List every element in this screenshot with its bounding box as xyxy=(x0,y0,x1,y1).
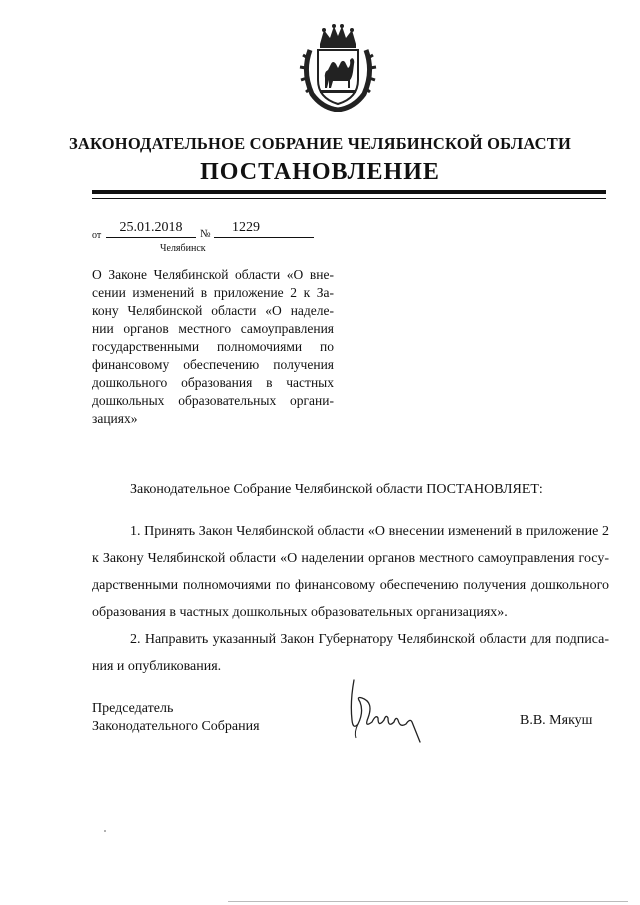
subject-line: нии органов местного самоуправления xyxy=(92,321,334,336)
document-subject xyxy=(92,266,334,428)
scan-speck xyxy=(104,830,106,832)
coat-of-arms-emblem xyxy=(298,22,378,112)
organization-title: ЗАКОНОДАТЕЛЬНОЕ СОБРАНИЕ ЧЕЛЯБИНСКОЙ ОБЛАСТИ xyxy=(68,134,572,153)
date-prefix-label: от xyxy=(92,230,102,241)
resolution-body xyxy=(92,518,609,680)
signatory-title-line1: Председатель xyxy=(92,701,174,716)
subject-line: дошкольных образовательных органи- xyxy=(92,393,334,408)
subject-line: зациях» xyxy=(92,411,138,426)
body-line: к Закону Челябинской области «О наделении органов местного самоуправления госу- xyxy=(92,551,609,566)
subject-line: дошкольного образования в частных xyxy=(92,375,334,390)
subject-line: финансовому обеспечению получения xyxy=(92,357,334,372)
signatory-title xyxy=(92,700,260,736)
city-label: Челябинск xyxy=(160,243,206,254)
number-prefix-label: № xyxy=(200,228,211,240)
date-underline xyxy=(106,237,196,238)
subject-line: О Законе Челябинской области «О вне- xyxy=(92,267,334,282)
footer-edge-line xyxy=(228,901,628,902)
document-type-heading: ПОСТАНОВЛЕНИЕ xyxy=(200,159,440,185)
handwritten-signature xyxy=(340,672,430,752)
body-line: ния и опубликования. xyxy=(92,659,222,674)
signatory-name: В.В. Мякуш xyxy=(520,713,593,728)
number-underline xyxy=(214,237,314,238)
body-line: 2. Направить указанный Закон Губернатору Челябинской области для подписа- xyxy=(130,632,609,647)
body-line: образования в частных дошкольных образовательных организациях». xyxy=(92,605,508,620)
body-line: 1. Принять Закон Челябинской области «О внесении изменений в приложение 2 xyxy=(130,524,609,539)
header-divider-thin xyxy=(92,198,606,199)
subject-line: сении изменений в приложение 2 к За- xyxy=(92,285,334,300)
document-date: 25.01.2018 xyxy=(119,220,183,235)
header-divider-thick xyxy=(92,190,606,194)
body-line: дарственными полномочиями по финансовому обеспечению получения дошкольного xyxy=(92,578,609,593)
signatory-title-line2: Законодательного Собрания xyxy=(92,719,260,734)
preamble-text: Законодательное Собрание Челябинской области ПОСТАНОВЛЯЕТ: xyxy=(130,482,543,497)
document-number: 1229 xyxy=(232,220,260,235)
subject-line: государственными полномочиями по xyxy=(92,339,334,354)
subject-line: кону Челябинской области «О наделе- xyxy=(92,303,334,318)
